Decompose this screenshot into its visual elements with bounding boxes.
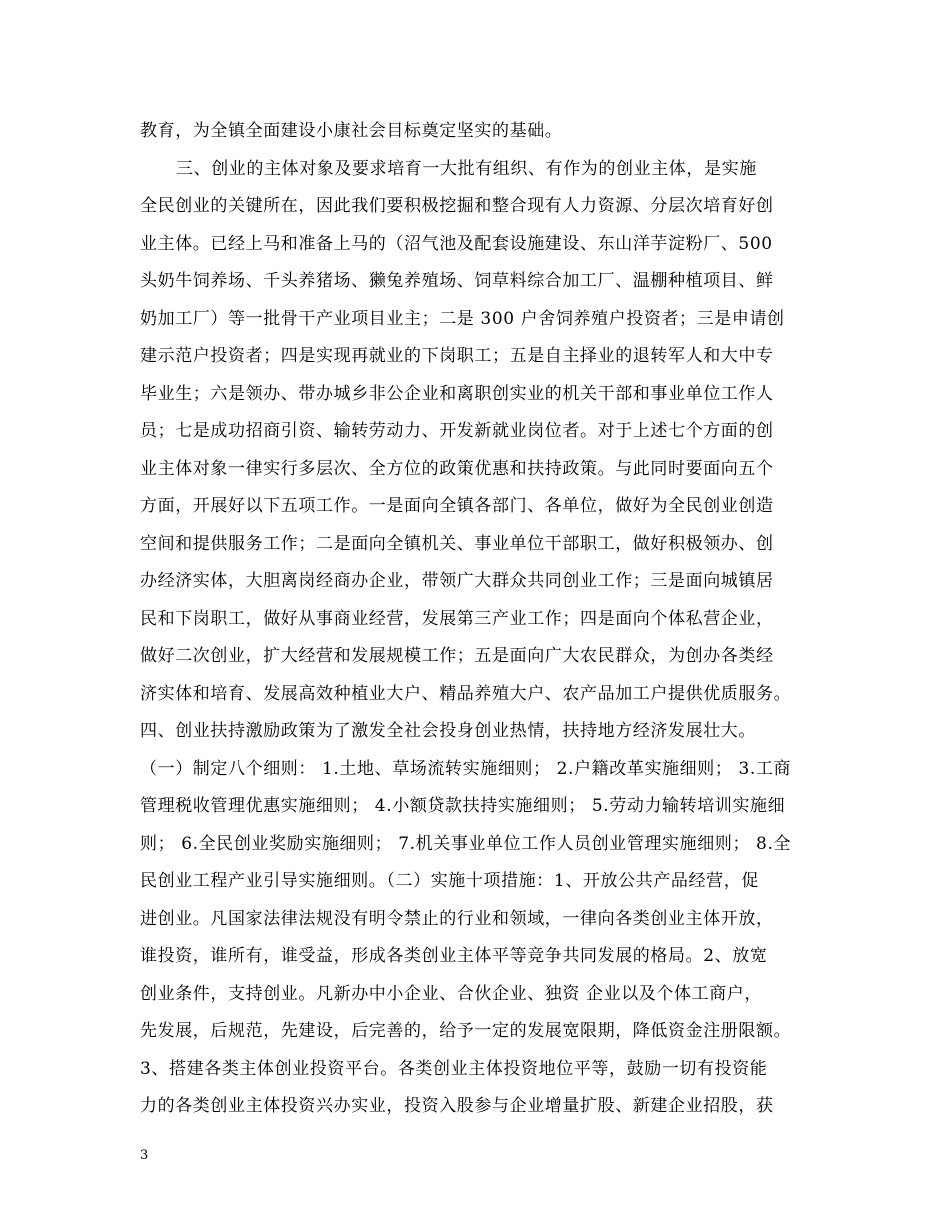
text-line: 教育，为全镇全面建设小康社会目标奠定坚实的基础。 — [140, 121, 563, 141]
page-number: 3 — [140, 1148, 149, 1163]
text-line: 三、创业的主体对象及要求培育一大批有组织、有作为的创业主体，是实施 — [176, 158, 757, 179]
text-line: 业主体对象一律实行多层次、全方位的政策优惠和扶持政策。与此同时要面向五个 — [140, 458, 774, 479]
text-line: 奶加工厂）等一批骨干产业项目业主；二是 300 户舍饲养殖户投资者；三是申请创 — [140, 308, 785, 329]
text-line: 力的各类创业主体投资兴办实业，投资入股参与企业增量扩股、新建企业招股，获 — [140, 1096, 774, 1116]
text-line: 员；七是成功招商引资、输转劳动力、开发新就业岗位者。对于上述七个方面的创 — [140, 421, 774, 441]
text-line: 头奶牛饲养场、千头养猪场、獭兔养殖场、饲草料综合加工厂、温棚种植项目、鲜 — [140, 271, 774, 291]
text-line: 业主体。已经上马和准备上马的（沼气池及配套设施建设、东山洋芋淀粉厂、500 — [140, 233, 773, 254]
text-line: 方面，开展好以下五项工作。一是面向全镇各部门、各单位，做好为全民创业创造 — [140, 496, 774, 516]
text-line: 则； 6.全民创业奖励实施细则； 7.机关事业单位工作人员创业管理实施细则； 8.全 — [140, 833, 792, 854]
text-line: 建示范户投资者；四是实现再就业的下岗职工；五是自主择业的退转军人和大中专 — [140, 346, 774, 366]
text-line: 民创业工程产业引导实施细则。（二）实施十项措施：1、开放公共产品经营，促 — [140, 871, 759, 891]
body-text — [140, 113, 830, 1126]
text-line: 先发展，后规范，先建设，后完善的，给予一定的发展宽限期，降低资金注册限额。 — [140, 1021, 792, 1041]
text-line: 谁投资，谁所有，谁受益，形成各类创业主体平等竞争共同发展的格局。2、放宽 — [140, 946, 768, 966]
text-line: 管理税收管理优惠实施细则； 4.小额贷款扶持实施细则； 5.劳动力输转培训实施细 — [140, 796, 786, 816]
text-line: 全民创业的关键所在，因此我们要积极挖掘和整合现有人力资源、分层次培育好创 — [140, 196, 774, 216]
text-line: 创业条件，支持创业。凡新办中小企业、合伙企业、独资 企业以及个体工商户， — [140, 983, 763, 1004]
text-line: 办经济实体，大胆离岗经商办企业，带领广大群众共同创业工作；三是面向城镇居 — [140, 571, 774, 591]
text-line: 济实体和培育、发展高效种植业大户、精品养殖大户、农产品加工户提供优质服务。 — [140, 683, 792, 704]
text-line: 四、创业扶持激励政策为了激发全社会投身创业热情，扶持地方经济发展壮大。 — [140, 721, 756, 741]
text-line: （一）制定八个细则： 1.土地、草场流转实施细则； 2.户籍改革实施细则； 3.工商 — [140, 758, 792, 779]
text-line: 空间和提供服务工作；二是面向全镇机关、事业单位干部职工，做好积极领办、创 — [140, 533, 774, 554]
text-line: 毕业生；六是领办、带办城乡非公企业和离职创实业的机关干部和事业单位工作人 — [140, 383, 774, 404]
text-line: 民和下岗职工，做好从事商业经营，发展第三产业工作；四是面向个体私营企业， — [140, 608, 774, 629]
text-line: 进创业。凡国家法律法规没有明令禁止的行业和领域，一律向各类创业主体开放， — [140, 908, 774, 929]
text-line: 3、搭建各类主体创业投资平台。各类创业主体投资地位平等，鼓励一切有投资能 — [140, 1058, 768, 1079]
text-line: 做好二次创业，扩大经营和发展规模工作；五是面向广大农民群众，为创办各类经 — [140, 646, 774, 666]
